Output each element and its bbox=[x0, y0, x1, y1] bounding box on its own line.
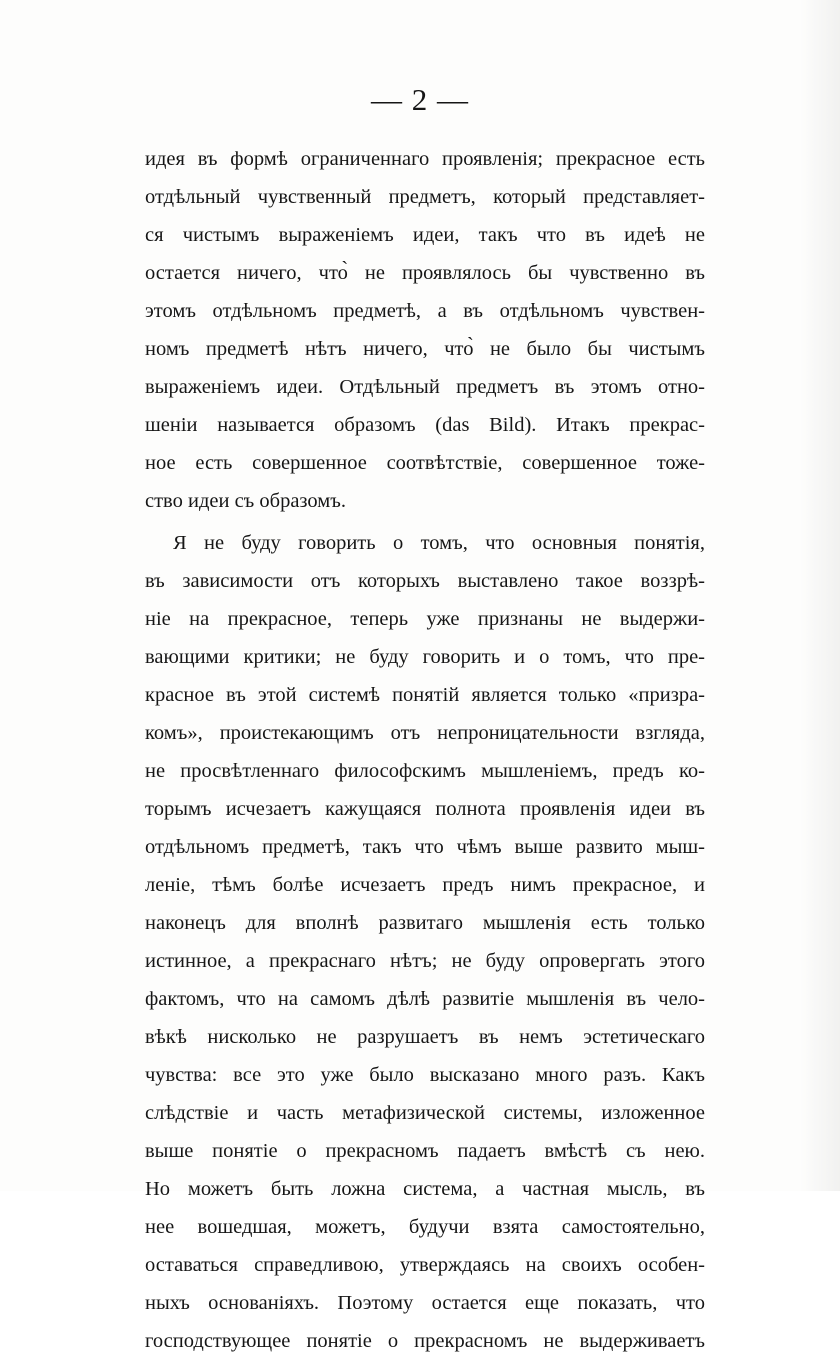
text-line: ство идеи съ образомъ. bbox=[145, 490, 346, 512]
text-line: остается ничего, что̀ не проявлялось бы чувственно въ bbox=[145, 262, 705, 284]
text-line: ніе на прекрасное, теперь уже признаны не выдержи- bbox=[145, 608, 705, 630]
text-line: номъ предметѣ нѣтъ ничего, что̀ не было бы чистымъ bbox=[145, 338, 705, 360]
text-line: Я не буду говорить о томъ, что основныя понятія, bbox=[173, 532, 705, 554]
paragraph-2 bbox=[145, 524, 705, 1360]
text-line: не просвѣтленнаго философскимъ мышленіемъ, предъ ко- bbox=[145, 760, 705, 782]
body-text bbox=[145, 140, 705, 1360]
text-line: наконецъ для вполнѣ развитаго мышленія есть только bbox=[145, 912, 705, 934]
text-line: оставаться справедливою, утверждаясь на своихъ особен- bbox=[145, 1254, 705, 1276]
text-line: слѣдствіе и часть метафизической системы, изложенное bbox=[145, 1102, 705, 1124]
text-line: леніе, тѣмъ болѣе исчезаетъ предъ нимъ прекрасное, и bbox=[145, 874, 705, 896]
text-line: выше понятіе о прекрасномъ падаетъ вмѣстѣ съ нею. bbox=[145, 1140, 705, 1162]
text-line: ныхъ основаніяхъ. Поэтому остается еще показать, что bbox=[145, 1292, 705, 1314]
text-line: комъ», проистекающимъ отъ непроницательности взгляда, bbox=[145, 722, 705, 744]
text-line: красное въ этой системѣ понятій является только «призра- bbox=[145, 684, 705, 706]
text-line: господствующее понятіе о прекрасномъ не выдерживаетъ bbox=[145, 1330, 705, 1352]
text-line: нее вошедшая, можетъ, будучи взята самостоятельно, bbox=[145, 1216, 705, 1238]
page-edge-shadow bbox=[800, 0, 840, 1191]
text-line: торымъ исчезаетъ кажущаяся полнота проявленія идеи въ bbox=[145, 798, 705, 820]
text-line: шеніи называется образомъ (das Bild). Итакъ прекрас- bbox=[145, 414, 705, 436]
text-line: въ зависимости отъ которыхъ выставлено такое воззрѣ- bbox=[145, 570, 705, 592]
text-line: ся чистымъ выраженіемъ идеи, такъ что въ идеѣ не bbox=[145, 224, 705, 246]
text-line: этомъ отдѣльномъ предметѣ, а въ отдѣльномъ чувствен- bbox=[145, 300, 705, 322]
text-line: отдѣльномъ предметѣ, такъ что чѣмъ выше развито мыш- bbox=[145, 836, 705, 858]
text-line: чувства: все это уже было высказано много разъ. Какъ bbox=[145, 1064, 705, 1086]
text-line: вѣкѣ нисколько не разрушаетъ въ немъ эстетическаго bbox=[145, 1026, 705, 1048]
text-line: выраженіемъ идеи. Отдѣльный предметъ въ этомъ отно- bbox=[145, 376, 705, 398]
text-line: ное есть совершенное соотвѣтствіе, совершенное тоже- bbox=[145, 452, 705, 474]
text-line: отдѣльный чувственный предметъ, который представляет- bbox=[145, 186, 705, 208]
paragraph-1 bbox=[145, 140, 705, 520]
text-line: вающими критики; не буду говорить и о томъ, что пре- bbox=[145, 646, 705, 668]
page-number: — 2 — bbox=[371, 82, 469, 117]
text-line: Но можетъ быть ложна система, а частная мысль, въ bbox=[145, 1178, 705, 1200]
text-line: идея въ формѣ ограниченнаго проявленія; прекрасное есть bbox=[145, 148, 705, 170]
text-line: фактомъ, что на самомъ дѣлѣ развитіе мышленія въ чело- bbox=[145, 988, 705, 1010]
text-line: истинное, а прекраснаго нѣтъ; не буду опровергать этого bbox=[145, 950, 705, 972]
